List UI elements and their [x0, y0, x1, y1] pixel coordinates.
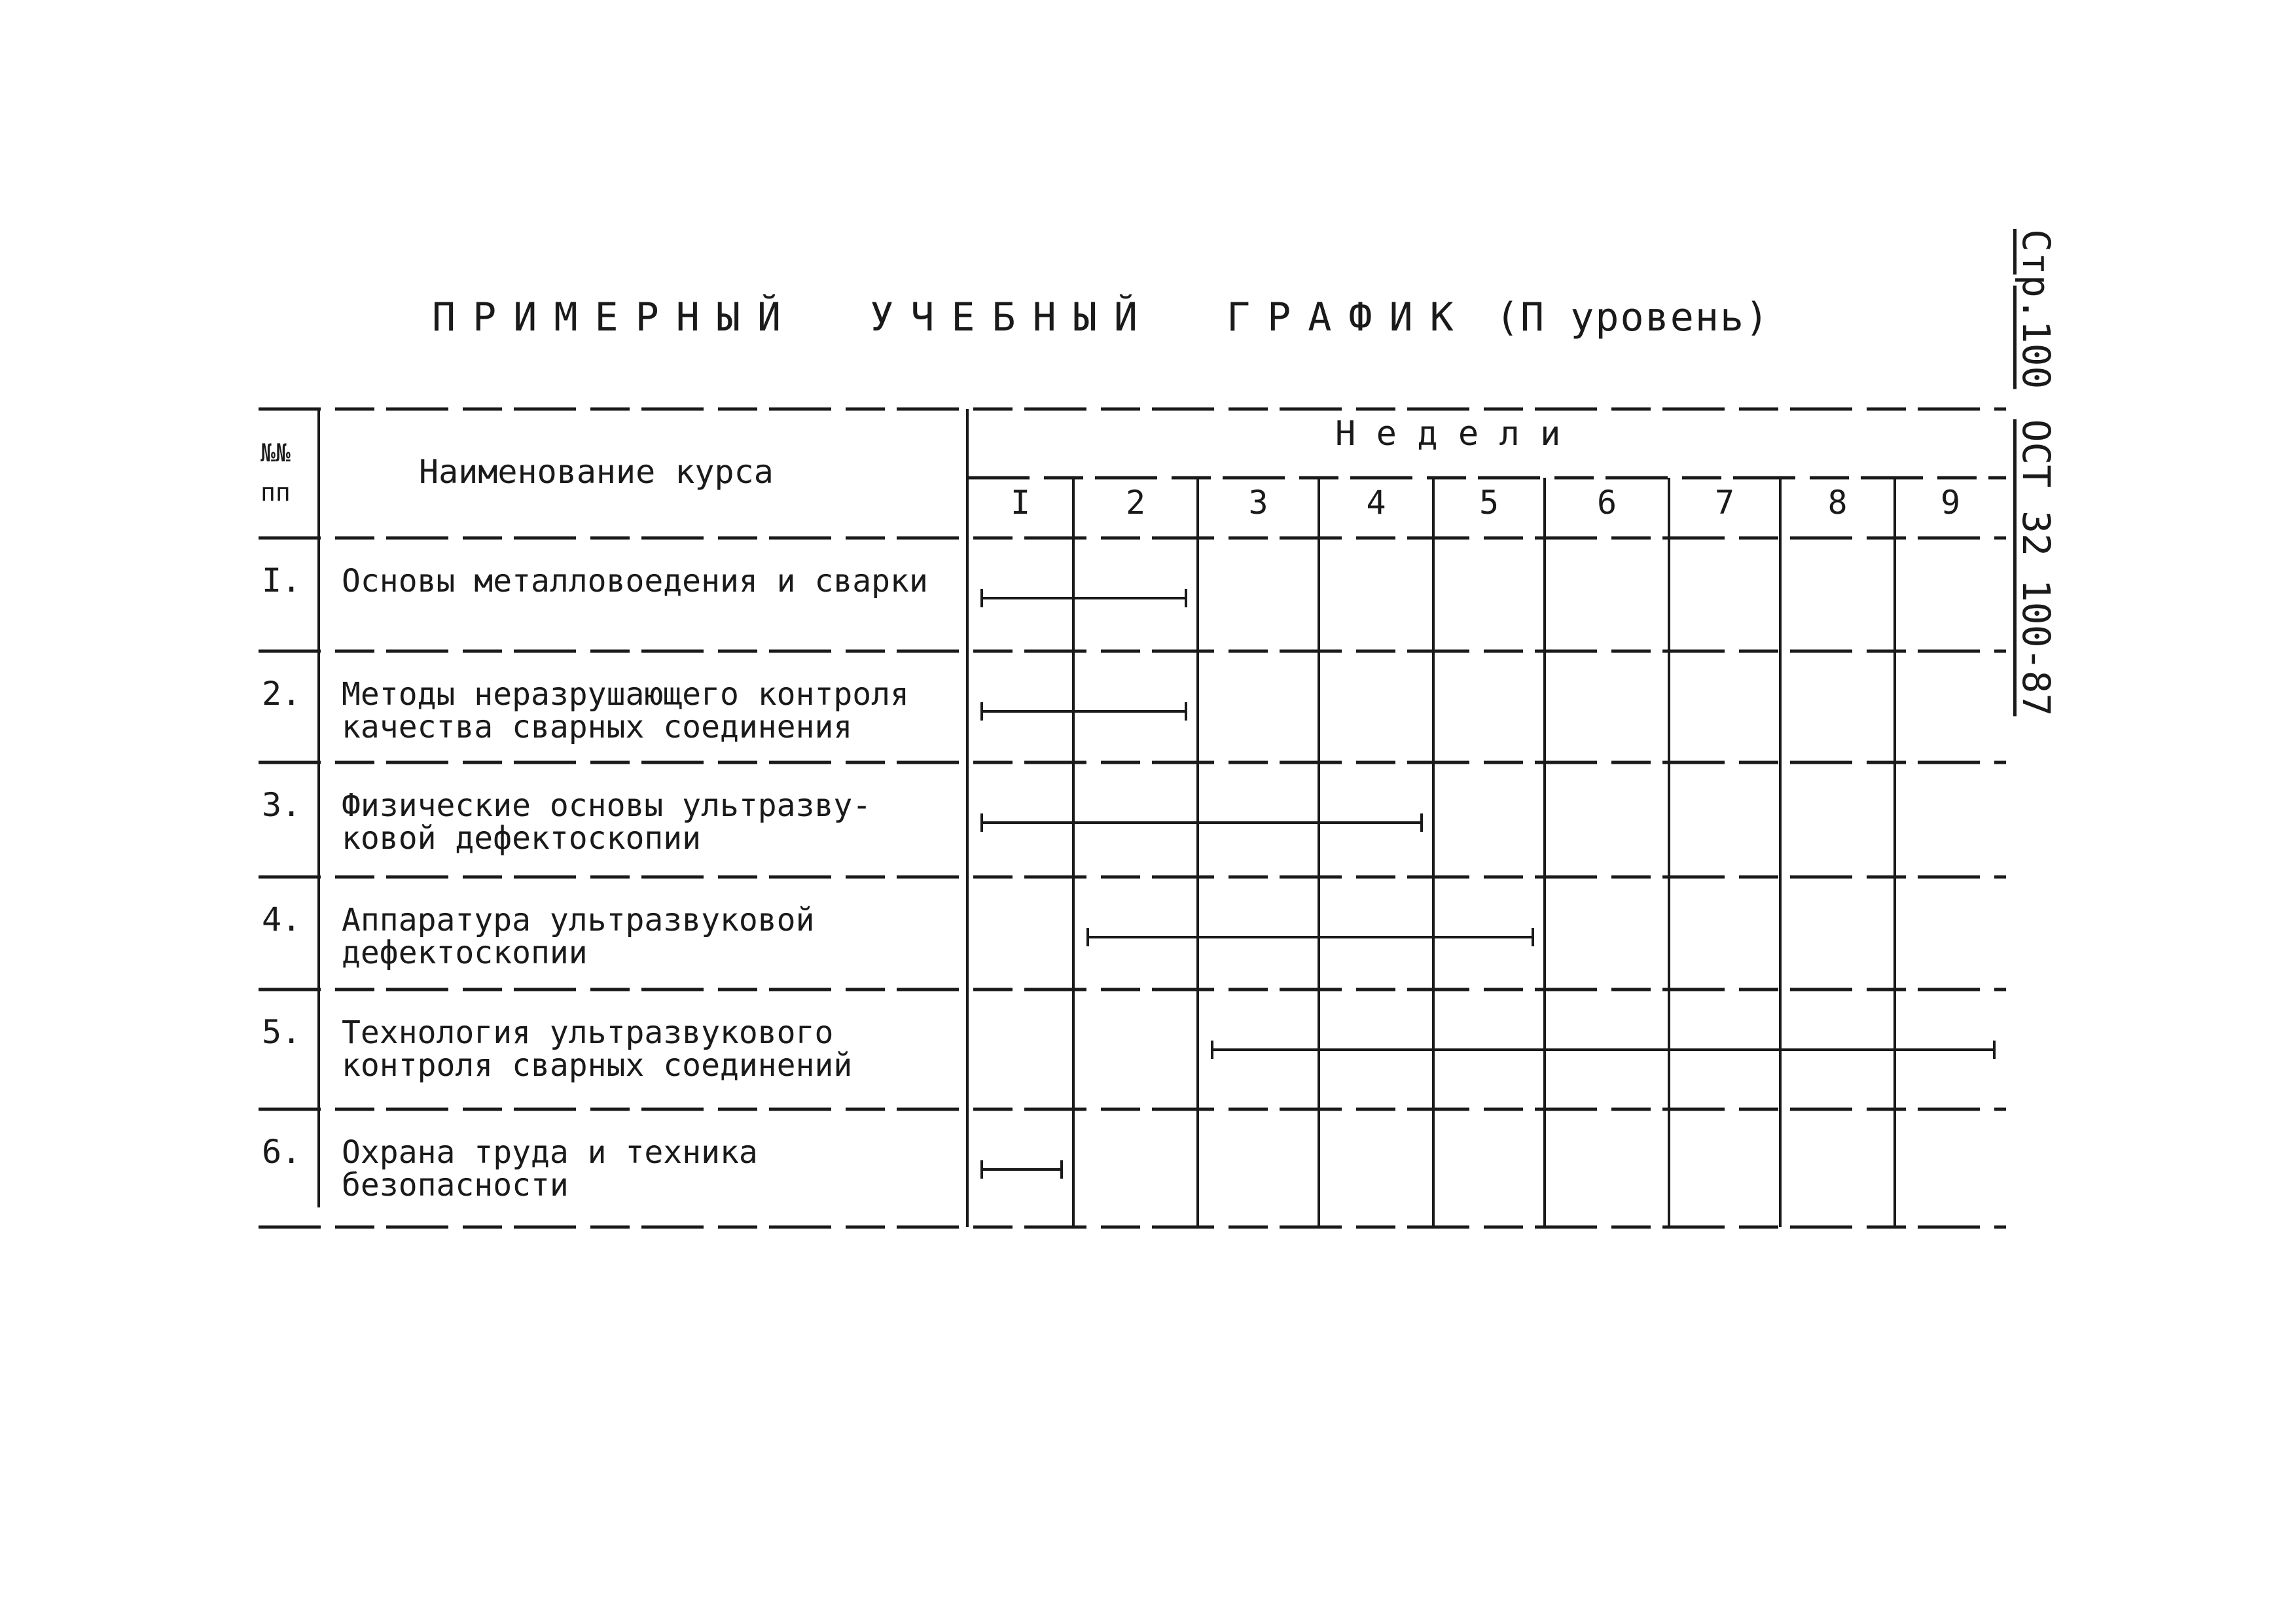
- schedule-bar: [982, 1160, 1062, 1179]
- title-suffix: (П уровень): [1495, 294, 1770, 340]
- week-label: 3: [1248, 484, 1268, 522]
- number-column-header: [260, 438, 306, 507]
- schedule-bar: [1212, 1041, 1994, 1059]
- course-name-line: Физические основы ультразву-: [342, 787, 872, 824]
- row-number: I.: [262, 562, 302, 599]
- number-header-line-1: №№: [260, 438, 291, 467]
- course-name-line: контроля сварных соединений: [342, 1047, 853, 1084]
- row-number: 5.: [262, 1013, 302, 1051]
- title-word-3: ГРАФИК: [1226, 294, 1471, 340]
- week-label: 2: [1125, 484, 1146, 522]
- row-number: 4.: [262, 901, 302, 938]
- title-word-2: УЧЕБНЫЙ: [870, 294, 1155, 340]
- page-number: Стр.100: [2014, 229, 2058, 389]
- week-label: 6: [1596, 484, 1617, 522]
- week-label: 5: [1479, 484, 1499, 522]
- course-name-line: качества сварных соединения: [342, 709, 853, 745]
- week-label: I: [1010, 484, 1031, 522]
- week-label: 8: [1827, 484, 1848, 522]
- week-labels: [1011, 484, 1960, 522]
- schedule-bars: [982, 589, 1994, 1179]
- schedule-bar: [982, 702, 1186, 721]
- table-row: [262, 1133, 758, 1204]
- row-number: 6.: [262, 1133, 302, 1171]
- course-name-line: Охрана труда и техника: [342, 1134, 758, 1171]
- table-row: [262, 1013, 852, 1084]
- table-row: [262, 562, 928, 599]
- row-number: 3.: [262, 786, 302, 824]
- title-word-1: ПРИМЕРНЫЙ: [432, 294, 798, 340]
- course-name-line: безопасности: [342, 1167, 569, 1204]
- number-header-line-2: пп: [260, 478, 291, 507]
- course-name-line: дефектоскопии: [342, 935, 588, 971]
- week-label: 4: [1366, 484, 1386, 522]
- week-label: 7: [1714, 484, 1735, 522]
- schedule-bar: [1088, 928, 1533, 946]
- course-name-line: Основы металловоедения и сварки: [342, 563, 928, 599]
- course-column-header: Наименование курса: [419, 453, 774, 491]
- table-row: [262, 675, 909, 745]
- table-row: [262, 901, 814, 971]
- schedule-bar: [982, 589, 1186, 607]
- course-name-line: Технология ультразвукового: [342, 1014, 834, 1051]
- table-row: [262, 786, 871, 857]
- weeks-header: Н е д е л и: [1335, 414, 1561, 454]
- schedule-bar: [982, 813, 1422, 832]
- standard-code: ОСТ 32 100-87: [2014, 419, 2058, 717]
- course-name-line: ковой дефектоскопии: [342, 820, 702, 857]
- course-name-line: Аппаратура ультразвуковой: [342, 902, 815, 938]
- course-name-line: Методы неразрушающего контроля: [342, 676, 909, 713]
- table-rows: [262, 562, 928, 1204]
- week-label: 9: [1940, 484, 1961, 522]
- row-number: 2.: [262, 675, 302, 713]
